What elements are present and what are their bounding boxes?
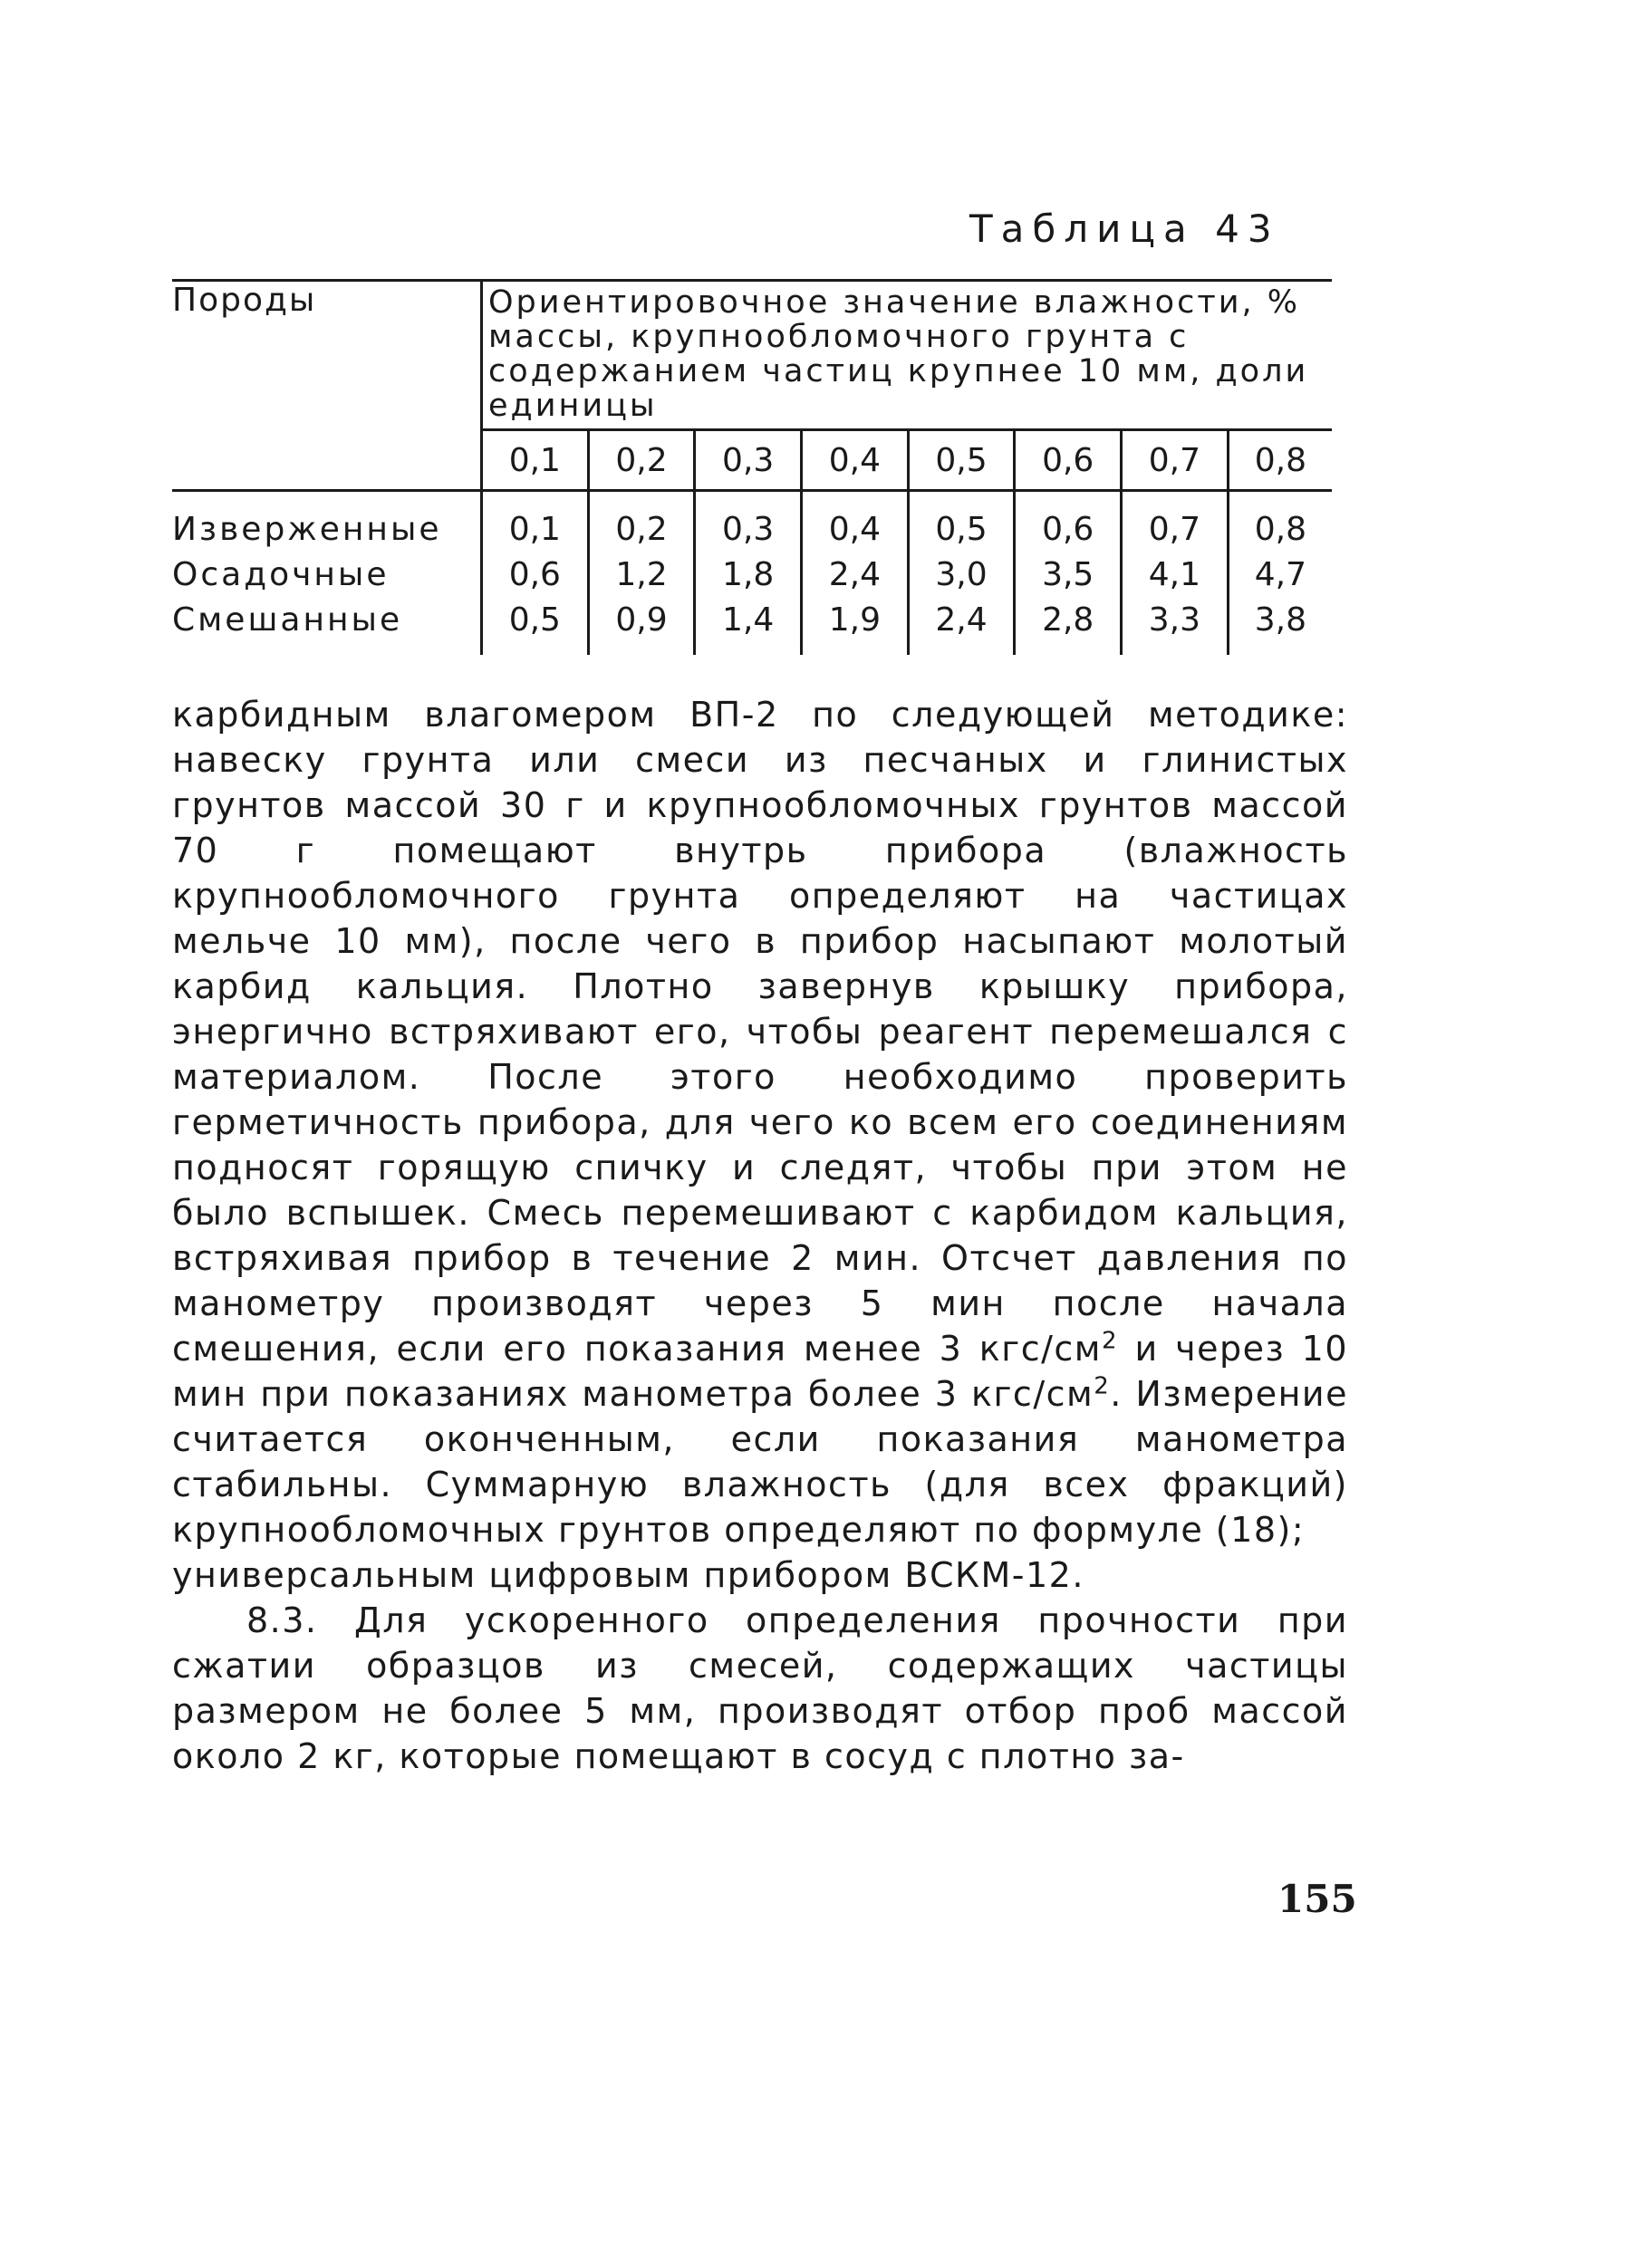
paragraph-carbide-method	[172, 692, 1348, 1552]
table-spacer	[172, 491, 1332, 507]
table-row	[172, 597, 1332, 642]
table-row	[172, 552, 1332, 597]
paragraph-digital-device: универсальным цифровым прибором ВСКМ-12.	[172, 1555, 1084, 1595]
table-cell: 1,2	[588, 552, 695, 597]
table-cell: 0,3	[695, 506, 802, 552]
table-cell: 1,8	[695, 552, 802, 597]
table-cell: 0,4	[802, 506, 909, 552]
body-text	[172, 692, 1348, 1779]
table-cell: 0,5	[482, 597, 589, 642]
table-cell: 2,8	[1015, 597, 1122, 642]
page-number: 155	[1277, 1877, 1357, 1921]
table-bottom-spacer	[172, 642, 1332, 655]
rock-name: Смешанные	[172, 601, 403, 639]
table-cell: 3,5	[1015, 552, 1122, 597]
table-cell: 0,1	[482, 506, 589, 552]
table-cell: 2,4	[802, 552, 909, 597]
table-cell: 0,6	[482, 552, 589, 597]
moisture-table	[172, 279, 1332, 655]
rock-name: Осадочные	[172, 555, 390, 593]
moisture-column-header: Ориентировочное значение влажности, % массы, крупнообломочного грунта с содержанием частиц крупнее 10 мм, доли единицы	[482, 282, 1333, 430]
paragraph-section-8-3: 8.3. Для ускоренного определения прочности при сжатии образцов из смесей, содержащих частицы размером не более 5 мм, производят отбор проб массой около 2 кг, которые помещают в сосуд с плотно за-	[172, 1600, 1348, 1776]
table-title: Таблица 43	[969, 207, 1280, 251]
table-cell: 1,9	[802, 597, 909, 642]
superscript: 2	[1101, 1327, 1118, 1355]
fraction-header: 0,7	[1122, 430, 1229, 491]
table-cell: 1,4	[695, 597, 802, 642]
table-row	[172, 506, 1332, 552]
table-cell: 4,7	[1228, 552, 1332, 597]
table-cell: 3,3	[1122, 597, 1229, 642]
table-cell: 3,8	[1228, 597, 1332, 642]
fraction-header: 0,8	[1228, 430, 1332, 491]
text-fragment: карбидным влагомером ВП-2 по следующей методике: навеску грунта или смеси из песчаных и глинистых грунтов массой 30 г и крупнообломочных грунтов массой 70 г помещают внутрь прибора (влажность крупнообломочного грунта определяют на частицах мельче 10 мм), после чего в прибор насыпают молотый карбид кальция. Плотно завернув крышку прибора, энергично встряхивают его, чтобы реагент перемешался с материалом. После этого необходимо проверить герметичность прибора, для чего ко всем его соединениям подносят горящую спичку и следят, чтобы при этом не было вспышек. Смесь перемешивают с карбидом кальция, встряхивая прибор в течение 2 мин. Отсчет давления по манометру производят через 5 мин после начала смешения, если его показания менее 3 кгс/см	[172, 695, 1348, 1369]
superscript: 2	[1094, 1372, 1111, 1400]
table-cell: 3,0	[908, 552, 1015, 597]
table-cell: 0,8	[1228, 506, 1332, 552]
fraction-header: 0,5	[908, 430, 1015, 491]
rock-column-header-label: Породы	[172, 282, 317, 319]
text-fragment: и через 10 мин при показаниях манометра более 3 кгс/см	[172, 1329, 1348, 1414]
fraction-header: 0,4	[802, 430, 909, 491]
rock-name: Изверженные	[172, 510, 442, 548]
fraction-header: 0,3	[695, 430, 802, 491]
fraction-header: 0,1	[482, 430, 589, 491]
text-fragment: . Измерение считается оконченным, если показания манометра стабильны. Суммарную влажность (для всех фракций) крупнообломочных грунтов определяют по формуле (18);	[172, 1374, 1348, 1550]
table-cell: 0,7	[1122, 506, 1229, 552]
fraction-header: 0,2	[588, 430, 695, 491]
table-cell: 4,1	[1122, 552, 1229, 597]
fraction-header: 0,6	[1015, 430, 1122, 491]
table-cell: 0,9	[588, 597, 695, 642]
table-cell: 0,2	[588, 506, 695, 552]
table-header-row	[172, 282, 1332, 430]
table-cell: 0,5	[908, 506, 1015, 552]
table-cell: 2,4	[908, 597, 1015, 642]
rock-column-header	[172, 282, 482, 491]
table-cell: 0,6	[1015, 506, 1122, 552]
